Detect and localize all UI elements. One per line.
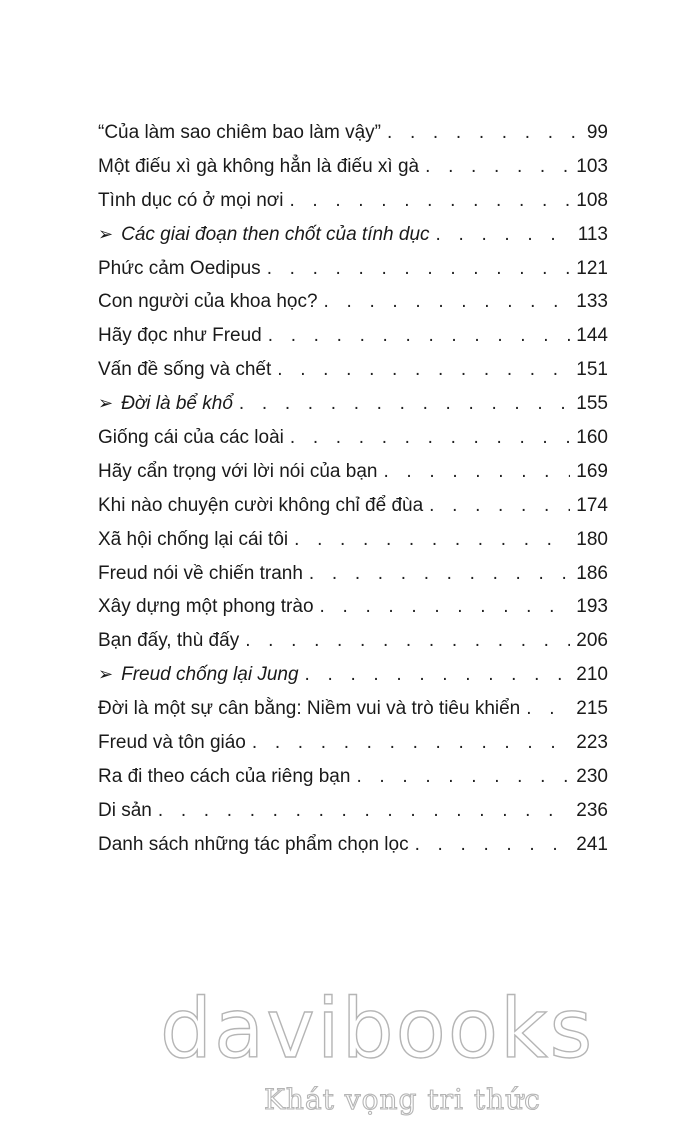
toc-entry-title [98,455,377,489]
toc-entry [98,252,608,286]
toc-entry-title-text: Khi nào chuyện cười không chỉ để đùa [98,494,424,516]
toc-subentry [98,658,608,692]
toc-page-number: 144 [576,325,608,347]
toc-page-number: 113 [577,223,608,245]
watermark-tagline: Khát vọng tri thức [264,1083,541,1116]
toc-subentry [98,218,608,252]
toc-entry-title-text: Ra đi theo cách của riêng bạn [98,765,351,787]
dot-leader [324,285,571,319]
toc-entry [98,523,608,557]
toc-entry [98,319,608,353]
toc-entry-title [98,828,409,862]
toc-page-number: 230 [576,765,608,787]
toc-page-number: 160 [576,427,608,449]
toc-subentry [98,387,608,421]
toc-page-number: 151 [576,359,608,381]
toc-page-number: 206 [576,630,608,652]
toc-entry-title [98,760,350,794]
toc-entry-title [98,252,261,286]
toc-entry-title-text: Đời là bể khổ [121,393,233,415]
toc-page-number: 108 [576,189,608,211]
toc-entry-title [98,319,262,353]
toc-page-number: 169 [576,460,608,482]
toc-entry-title-text: Xã hội chống lại cái tôi [98,528,289,550]
table-of-contents [98,116,608,862]
toc-entry-title [98,794,152,828]
toc-entry-title [121,218,429,252]
toc-page-number: 236 [576,799,608,821]
dot-leader [239,387,570,421]
toc-entry [98,557,608,591]
toc-entry [98,353,608,387]
toc-page-number: 133 [576,291,608,313]
toc-entry-title-text: Hãy đọc như Freud [98,325,262,347]
dot-leader [305,658,571,692]
toc-entry [98,455,608,489]
toc-page-number: 99 [586,122,608,143]
toc-entry-title-text: Vấn đề sống và chết [98,359,272,381]
dot-leader [415,828,571,862]
toc-entry-title-text: Danh sách những tác phẩm chọn lọc [98,833,409,855]
dot-leader [429,489,570,523]
toc-entry-title-text: Bạn đấy, thù đấy [98,630,240,652]
dot-leader [387,116,581,150]
toc-entry-title-text: Các giai đoạn then chốt của tính dục [121,223,430,245]
dot-leader [289,184,570,218]
dot-leader [526,692,570,726]
dot-leader [267,252,571,286]
toc-entry [98,760,608,794]
toc-entry [98,828,608,862]
toc-entry-title-text: Một điếu xì gà không hẳn là điếu xì gà [98,155,420,177]
toc-entry [98,285,608,319]
toc-entry-title-text: Xây dựng một phong trào [98,596,314,618]
dot-leader [436,218,572,252]
dot-leader [245,624,570,658]
dot-leader [294,523,570,557]
toc-page-number: 210 [576,664,608,686]
dot-leader [425,150,570,184]
arrowhead-bullet-icon: ➢ [98,393,114,414]
publisher-watermark [160,982,595,1116]
toc-entry [98,421,608,455]
toc-entry [98,726,608,760]
toc-page-number: 193 [576,596,608,618]
toc-page-number: 215 [576,698,608,720]
dot-leader [383,455,570,489]
toc-entry [98,624,608,658]
toc-entry-title-text: Giống cái của các loài [98,427,284,449]
toc-entry-title [98,285,318,319]
toc-page-number: 223 [576,732,608,754]
toc-page-number: 180 [576,528,608,550]
toc-entry-title [98,590,314,624]
watermark-brand: davibooks [160,982,595,1077]
dot-leader [309,557,570,591]
arrowhead-bullet-icon: ➢ [98,223,114,244]
toc-page-number: 103 [576,155,608,177]
toc-entry-title [98,523,288,557]
dot-leader [252,726,570,760]
dot-leader [320,590,571,624]
toc-entry-title [98,557,303,591]
toc-entry-title [98,421,284,455]
toc-entry-title [98,726,246,760]
toc-entry-title [98,116,381,150]
toc-page-number: 241 [576,833,608,855]
toc-entry [98,489,608,523]
toc-page-number: 121 [576,257,608,279]
toc-entry [98,590,608,624]
toc-entry-title-text: Freud nói về chiến tranh [98,562,303,584]
dot-leader [268,319,571,353]
toc-entry-title-text: Di sản [98,799,152,821]
toc-entry-title-text: Freud và tôn giáo [98,732,246,754]
toc-entry-title [98,150,419,184]
toc-entry-title-text: Hãy cẩn trọng với lời nói của bạn [98,460,378,482]
toc-entry-title-text: Con người của khoa học? [98,291,318,313]
toc-entry-title-text: Freud chống lại Jung [121,664,299,686]
dot-leader [356,760,570,794]
toc-entry-title [121,387,233,421]
toc-entry-title-text: Phức cảm Oedipus [98,257,261,279]
dot-leader [158,794,570,828]
toc-entry [98,150,608,184]
dot-leader [277,353,570,387]
toc-page-number: 174 [576,494,608,516]
toc-entry-title [98,184,283,218]
toc-entry-title [98,353,271,387]
toc-entry-title [98,692,520,726]
toc-entry-title [98,489,423,523]
toc-page-number: 155 [576,393,608,415]
toc-entry [98,184,608,218]
dot-leader [290,421,570,455]
toc-entry-title-text: “Của làm sao chiêm bao làm vậy” [98,122,381,143]
arrowhead-bullet-icon: ➢ [98,664,114,685]
toc-entry [98,692,608,726]
toc-entry-title-text: Đời là một sự cân bằng: Niềm vui và trò tiêu khiển [98,698,521,720]
toc-entry-title-text: Tình dục có ở mọi nơi [98,189,284,211]
toc-entry-title [121,658,298,692]
toc-entry-title [98,624,239,658]
toc-page-number: 186 [576,562,608,584]
toc-entry [98,794,608,828]
toc-entry [98,116,608,150]
